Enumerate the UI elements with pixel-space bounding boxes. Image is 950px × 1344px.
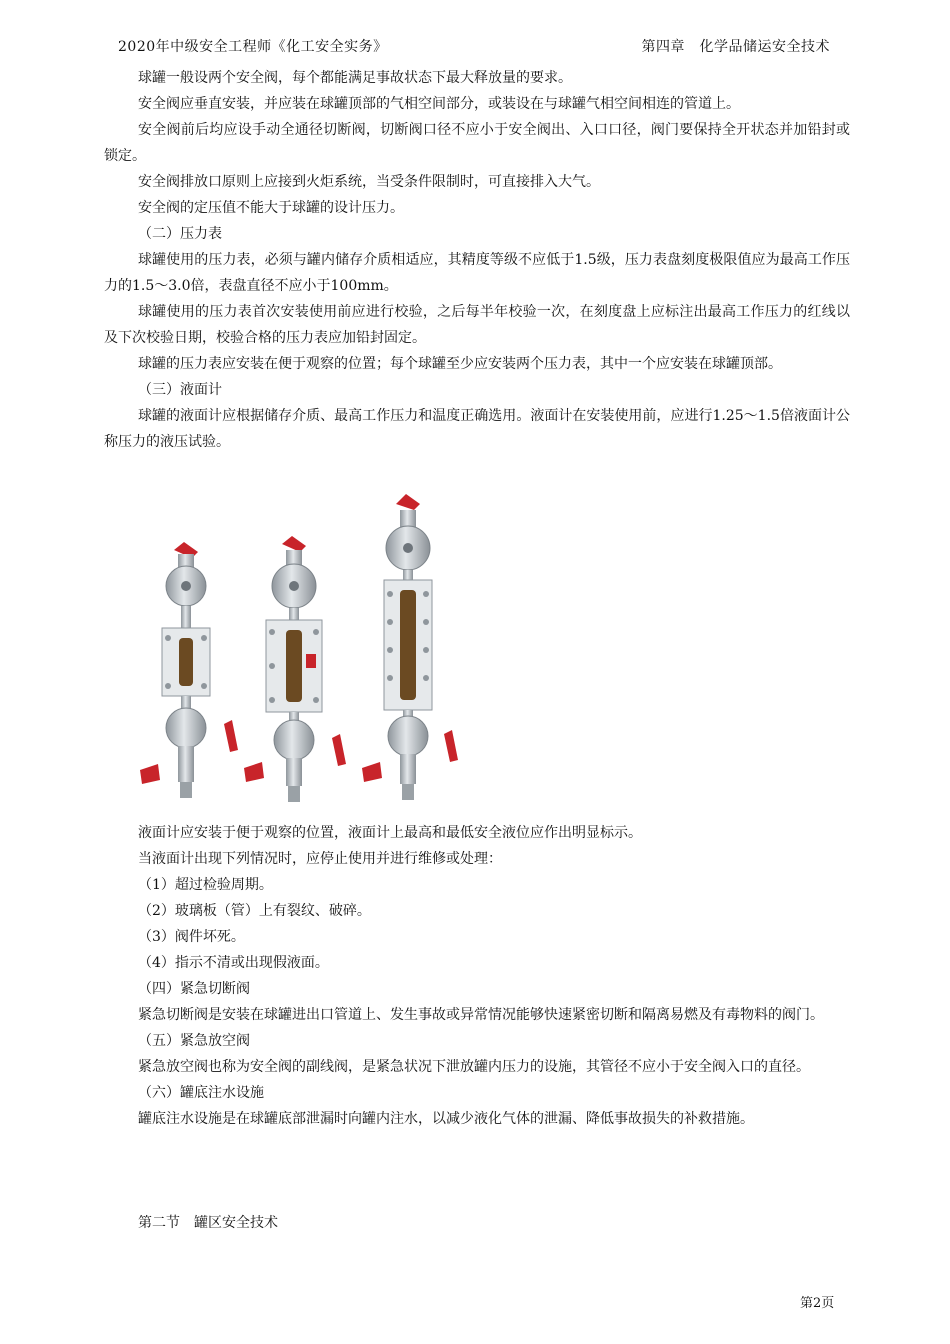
- list-item: （2）玻璃板（管）上有裂纹、破碎。: [138, 903, 371, 919]
- list-item: （1）超过检验周期。: [138, 877, 273, 893]
- paragraph: 球罐的压力表应安装在便于观察的位置；每个球罐至少应安装两个压力表，其中一个应安装在球罐顶部。: [138, 356, 782, 372]
- level-gauge-short: [140, 542, 238, 798]
- header-chapter-title: 第四章 化学品储运安全技术: [641, 39, 830, 55]
- paragraph: 安全阀前后均应设手动全通径切断阀，切断阀口径不应小于安全阀出、入口口径，阀门要保持全开状态并加铅封或锁定。: [104, 122, 850, 164]
- top-text-block: [104, 65, 850, 455]
- paragraph: 球罐使用的压力表，必须与罐内储存介质相适应，其精度等级不应低于1.5级，压力表盘刻度极限值应为最高工作压力的1.5～3.0倍，表盘直径不应小于100mm。: [104, 252, 850, 294]
- list-item: （3）阀件坏死。: [138, 929, 245, 945]
- paragraph: 液面计应安装于便于观察的位置，液面计上最高和最低安全液位应作出明显标示。: [138, 825, 642, 841]
- paragraph: 安全阀的定压值不能大于球罐的设计压力。: [138, 200, 404, 216]
- section-heading: 第二节 罐区安全技术: [138, 1215, 278, 1231]
- paragraph: 罐底注水设施是在球罐底部泄漏时向罐内注水，以减少液化气体的泄漏、降低事故损失的补救措施。: [138, 1111, 754, 1127]
- level-gauge-medium: [244, 536, 346, 802]
- page-number: 第2页: [800, 1296, 835, 1311]
- subheading-emergency-shutoff: （四）紧急切断阀: [138, 981, 250, 997]
- paragraph: 安全阀应垂直安装，并应装在球罐顶部的气相空间部分，或装设在与球罐气相空间相连的管道上。: [138, 96, 740, 112]
- bottom-text-block: [104, 820, 850, 1132]
- subheading-water-injection: （六）罐底注水设施: [138, 1085, 264, 1101]
- level-gauge-tall: [362, 494, 458, 800]
- subheading-emergency-vent: （五）紧急放空阀: [138, 1033, 250, 1049]
- subheading-level-gauge: （三）液面计: [138, 382, 222, 398]
- paragraph: 球罐的液面计应根据储存介质、最高工作压力和温度正确选用。液面计在安装使用前，应进行1.25～1.5倍液面计公称压力的液压试验。: [104, 408, 850, 450]
- paragraph: 紧急放空阀也称为安全阀的副线阀，是紧急状况下泄放罐内压力的设施，其管径不应小于安全阀入口的直径。: [138, 1059, 810, 1075]
- header-book-title: 2020年中级安全工程师《化工安全实务》: [118, 39, 388, 55]
- paragraph: 球罐使用的压力表首次安装使用前应进行校验，之后每半年校验一次，在刻度盘上应标注出最高工作压力的红线以及下次校验日期，校验合格的压力表应加铅封固定。: [104, 304, 850, 346]
- paragraph: 安全阀排放口原则上应接到火炬系统，当受条件限制时，可直接排入大气。: [138, 174, 600, 190]
- list-item: （4）指示不清或出现假液面。: [138, 955, 329, 971]
- paragraph: 当液面计出现下列情况时，应停止使用并进行维修或处理：: [138, 851, 502, 867]
- paragraph: 球罐一般设两个安全阀，每个都能满足事故状态下最大释放量的要求。: [138, 70, 572, 86]
- paragraph: 紧急切断阀是安装在球罐进出口管道上、发生事故或异常情况能够快速紧密切断和隔离易燃及有毒物料的阀门。: [138, 1007, 824, 1023]
- subheading-pressure-gauge: （二）压力表: [138, 226, 222, 242]
- level-gauge-photo: [134, 488, 474, 808]
- page-header: [118, 36, 830, 58]
